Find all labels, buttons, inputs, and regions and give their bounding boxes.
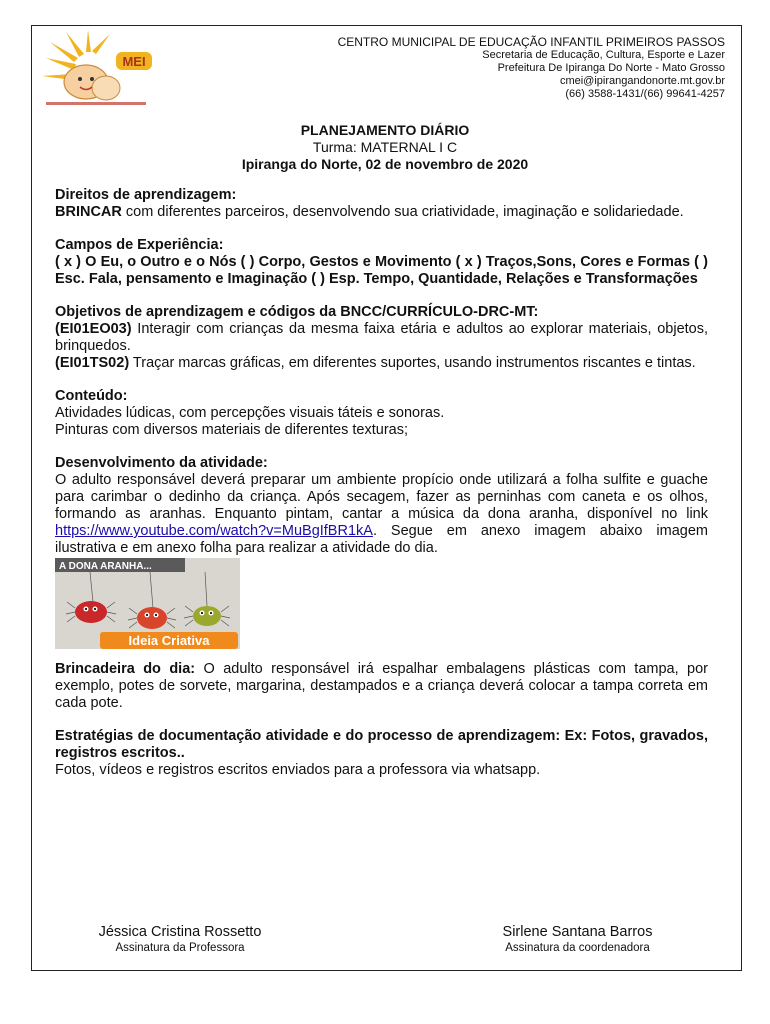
estrategias-heading: Estratégias de documentação atividade e do processo de aprendizagem: Ex: Fotos, gravados, registros escritos.. <box>55 728 708 761</box>
campos-text: ( x ) O Eu, o Outro e o Nós ( ) Corpo, Gestos e Movimento ( x ) Traços,Sons, Cores e Formas ( ) Esc. Fala, pensamento e Imaginação ( ) Esp. Tempo, Quantidade, Relações e Transformações <box>55 254 708 287</box>
institution-name: CENTRO MUNICIPAL DE EDUCAÇÃO INFANTIL PRIMEIROS PASSOS <box>337 35 725 49</box>
image-top-text: A DONA ARANHA... <box>59 561 152 572</box>
title-block <box>40 122 730 173</box>
document-body <box>55 187 708 795</box>
brincadeira-text: O adulto responsável irá espalhar embalagens plásticas com tampa, por exemplo, potes de sorvete, margarina, destampados e a criança deverá colocar a tampa correta em cada pote. <box>55 661 708 711</box>
campos-section <box>55 237 708 288</box>
desenvolvimento-text-end: . Segue em anexo imagem abaixo imagem ilustrativa e em anexo folha para realizar a atividade do dia. <box>55 523 708 556</box>
turma-line: Turma: MATERNAL I C <box>312 139 458 155</box>
date-line: Ipiranga do Norte, 02 de novembro de 2020 <box>241 156 529 172</box>
objetivo-code: (EI01TS02) <box>55 355 130 371</box>
institution-header <box>338 36 725 101</box>
spider-activity-image <box>55 558 240 649</box>
signature-coordenadora <box>470 924 685 954</box>
conteudo-section <box>55 388 708 439</box>
signature-name: Jéssica Cristina Rossetto <box>98 924 262 940</box>
prefeitura-line: Prefeitura De Ipiranga Do Norte - Mato Grosso <box>497 62 725 74</box>
email-line: cmei@ipirangandonorte.mt.gov.br <box>559 75 725 87</box>
signature-role: Assinatura da coordenadora <box>505 942 650 954</box>
estrategias-section <box>55 728 708 779</box>
objetivo-text: Traçar marcas gráficas, em diferentes suportes, usando instrumentos riscantes e tintas. <box>129 355 696 371</box>
logo-text: MEI <box>122 54 146 69</box>
conteudo-heading: Conteúdo: <box>55 388 128 404</box>
desenvolvimento-text: O adulto responsável deverá preparar um ambiente propício onde utilizará a folha sulfite e guache para carimbar o dedinho da criança. Após secagem, fazer as perninhas com caneta e os olhos, formando as aranhas. Enquanto pintam, cantar a música da dona aranha, disponível no link <box>55 472 708 522</box>
brincadeira-section <box>55 661 708 712</box>
secretaria-line: Secretaria de Educação, Cultura, Esporte e Lazer <box>482 49 725 61</box>
signature-name: Sirlene Santana Barros <box>502 924 653 940</box>
desenvolvimento-heading: Desenvolvimento da atividade: <box>55 455 268 471</box>
desenvolvimento-section <box>55 455 708 649</box>
youtube-link[interactable]: https://www.youtube.com/watch?v=MuBgIfBR1kA <box>55 523 373 539</box>
document-title: PLANEJAMENTO DIÁRIO <box>300 122 470 138</box>
brincadeira-heading: Brincadeira do dia: <box>55 661 196 677</box>
conteudo-line: Pinturas com diversos materiais de diferentes texturas; <box>55 422 408 438</box>
campos-heading: Campos de Experiência: <box>55 237 224 253</box>
objetivo-code: (EI01EO03) <box>55 321 132 337</box>
direitos-section <box>55 187 708 221</box>
image-bottom-text: Ideia Criativa <box>128 633 210 648</box>
estrategias-text: Fotos, vídeos e registros escritos enviados para a professora via whatsapp. <box>55 762 541 778</box>
objetivos-heading: Objetivos de aprendizagem e códigos da BNCC/CURRÍCULO-DRC-MT: <box>55 304 539 320</box>
school-logo <box>36 30 156 110</box>
direitos-heading: Direitos de aprendizagem: <box>55 187 237 203</box>
direitos-text: com diferentes parceiros, desenvolvendo sua criatividade, imaginação e solidariedade. <box>121 204 684 220</box>
signature-professora <box>80 924 280 954</box>
phone-line: (66) 3588-1431/(66) 99641-4257 <box>565 88 725 100</box>
objetivos-section <box>55 304 708 372</box>
objetivo-text: Interagir com crianças da mesma faixa etária e adultos ao explorar materiais, objetos, brinquedos. <box>55 321 708 354</box>
direitos-bold: BRINCAR <box>55 204 122 220</box>
conteudo-line: Atividades lúdicas, com percepções visuais táteis e sonoras. <box>55 405 445 421</box>
signature-role: Assinatura da Professora <box>115 942 245 954</box>
